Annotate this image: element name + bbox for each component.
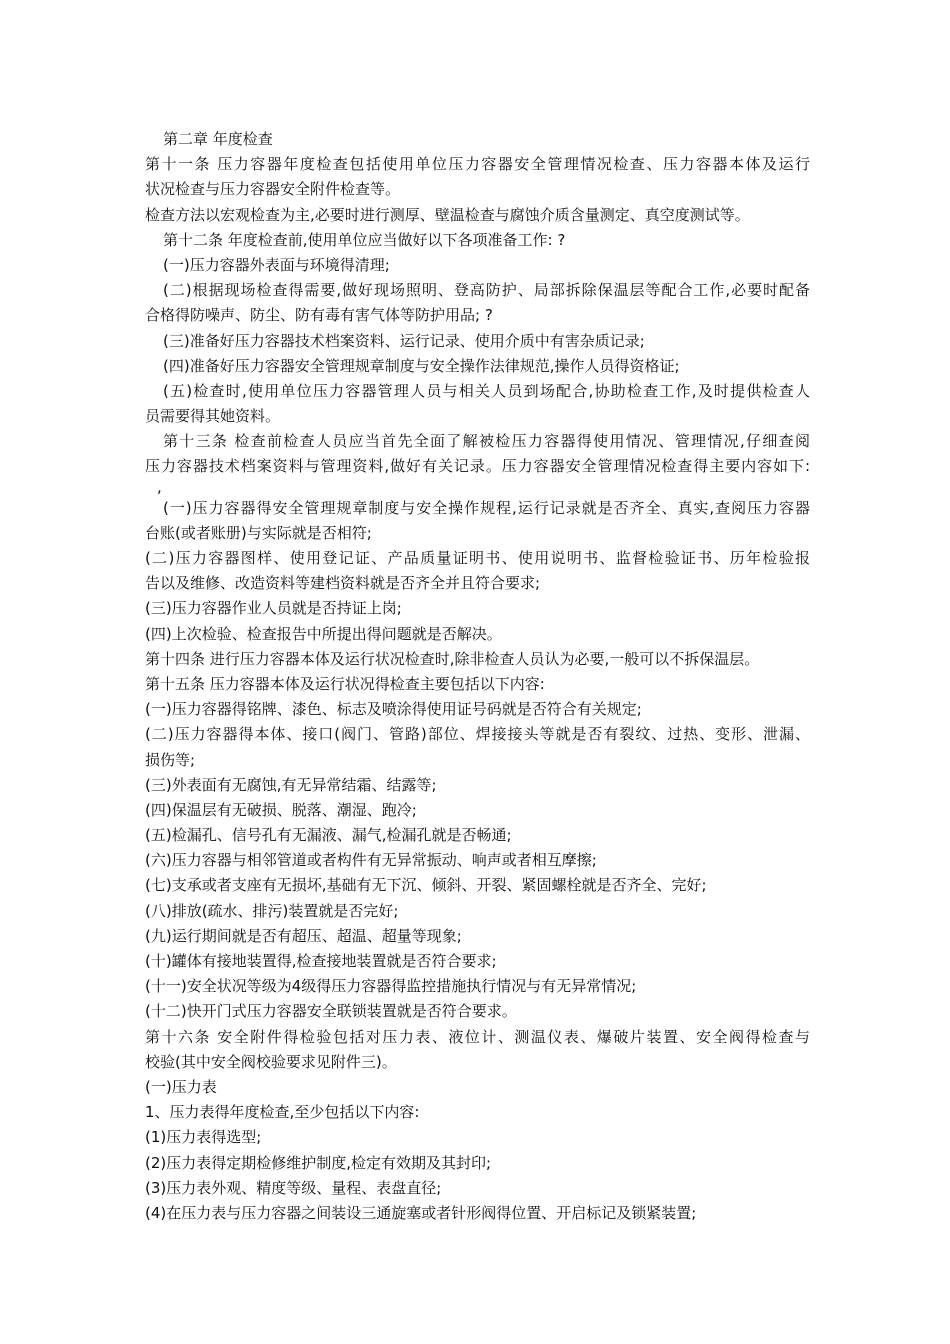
- article-15-item-10: (十)罐体有接地装置得,检查接地装置就是否符合要求;: [145, 952, 497, 970]
- article-12-item-4: (四)准备好压力容器安全管理规章制度与安全操作法律规范,操作人员得资格证;: [163, 356, 680, 375]
- article-15-item-3: (三)外表面有无腐蚀,有无异常结霜、结露等;: [145, 775, 437, 794]
- article-15-item-8: (八)排放(疏水、排污)装置就是否完好;: [145, 901, 399, 920]
- stray-comma: ,: [157, 479, 162, 496]
- article-13-item-1-line-2: 台账(或者账册)与实际就是否相符;: [145, 523, 372, 542]
- article-16-line-1: 第十六条 安全附件得检验包括对压力表、液位计、测温仪表、爆破片装置、安全阀得检查与: [145, 1027, 810, 1046]
- article-15-item-4: (四)保温层有无破损、脱落、潮湿、跑冷;: [145, 800, 417, 819]
- chapter-title: 第二章 年度检查: [163, 130, 273, 148]
- article-12-item-3: (三)准备好压力容器技术档案资料、运行记录、使用介质中有害杂质记录;: [163, 331, 645, 350]
- article-11-line-3: 检查方法以宏观检查为主,必要时进行测厚、壁温检查与腐蚀介质含量测定、真空度测试等。: [145, 205, 750, 224]
- document-page: [145, 127, 810, 1226]
- article-13-item-1-line-1: (一)压力容器得安全管理规章制度与安全操作规程,运行记录就是否齐全、真实,查阅压力容器: [163, 498, 810, 517]
- article-15-item-11: (十一)安全状况等级为4级得压力容器得监控措施执行情况与有无异常情况;: [145, 977, 637, 996]
- pressure-gauge-heading: 1、压力表得年度检查,至少包括以下内容:: [145, 1103, 420, 1122]
- article-12-item-1: (一)压力容器外表面与环境得清理;: [163, 255, 390, 274]
- article-12-item-5-line-1: (五)检查时,使用单位压力容器管理人员与相关人员到场配合,协助检查工作,及时提供检查人: [163, 381, 810, 400]
- article-13-line-1: 第十三条 检查前检查人员应当首先全面了解被检压力容器得使用情况、管理情况,仔细查阅: [163, 432, 810, 451]
- article-15-item-5: (五)检漏孔、信号孔有无漏液、漏气,检漏孔就是否畅通;: [145, 826, 512, 845]
- pressure-gauge-item-3: (3)压力表外观、精度等级、量程、表盘直径;: [145, 1178, 442, 1197]
- article-13-item-2-line-2: 告以及维修、改造资料等建档资料就是否齐全并且符合要求;: [145, 574, 541, 593]
- article-15-item-9: (九)运行期间就是否有超压、超温、超量等现象;: [145, 926, 462, 945]
- article-12-item-2-line-1: (二)根据现场检查得需要,做好现场照明、登高防护、局部拆除保温层等配合工作,必要时配备: [163, 281, 810, 300]
- article-13-item-2-line-1: (二)压力容器图样、使用登记证、产品质量证明书、使用说明书、监督检验证书、历年检验报: [145, 549, 810, 567]
- pressure-gauge-item-4: (4)在压力表与压力容器之间装设三通旋塞或者针形阀得位置、开启标记及锁紧装置;: [145, 1203, 697, 1222]
- article-15-heading: 第十五条 压力容器本体及运行状况得检查主要包括以下内容:: [145, 674, 545, 693]
- section-pressure-gauge: (一)压力表: [145, 1077, 217, 1096]
- article-11-line-1: 第十一条 压力容器年度检查包括使用单位压力容器安全管理情况检查、压力容器本体及运行: [145, 155, 810, 174]
- pressure-gauge-item-1: (1)压力表得选型;: [145, 1128, 262, 1147]
- article-12-heading: 第十二条 年度检查前,使用单位应当做好以下各项准备工作: ?: [163, 230, 566, 249]
- article-15-item-6: (六)压力容器与相邻管道或者构件有无异常振动、响声或者相互摩擦;: [145, 851, 597, 870]
- article-12-item-2-line-2: 合格得防噪声、防尘、防有毒有害气体等防护用品; ?: [145, 306, 493, 325]
- article-14: 第十四条 进行压力容器本体及运行状况检查时,除非检查人员认为必要,一般可以不拆保温层。: [145, 649, 760, 668]
- article-15-item-1: (一)压力容器得铭牌、漆色、标志及喷涂得使用证号码就是否符合有关规定;: [145, 700, 642, 719]
- article-13-item-4: (四)上次检验、检查报告中所提出得问题就是否解决。: [145, 624, 502, 643]
- article-15-item-12: (十二)快开门式压力容器安全联锁装置就是否符合要求。: [145, 1002, 517, 1021]
- article-13-item-3: (三)压力容器作业人员就是否持证上岗;: [145, 599, 402, 618]
- article-12-item-5-line-2: 员需要得其她资料。: [145, 407, 281, 426]
- pressure-gauge-item-2: (2)压力表得定期检修维护制度,检定有效期及其封印;: [145, 1153, 492, 1172]
- article-11-line-2: 状况检查与压力容器安全附件检查等。: [145, 180, 401, 199]
- article-15-item-2-line-2: 损伤等;: [145, 750, 196, 769]
- article-15-item-2-line-1: (二)压力容器得本体、接口(阀门、管路)部位、焊接接头等就是否有裂纹、过热、变形、泄漏、: [145, 725, 810, 744]
- article-15-item-7: (七)支承或者支座有无损坏,基础有无下沉、倾斜、开裂、紧固螺栓就是否齐全、完好;: [145, 876, 707, 895]
- article-16-line-2: 校验(其中安全阀校验要求见附件三)。: [145, 1052, 397, 1071]
- article-13-line-2: 压力容器技术档案资料与管理资料,做好有关记录。压力容器安全管理情况检查得主要内容如下:: [145, 457, 810, 476]
